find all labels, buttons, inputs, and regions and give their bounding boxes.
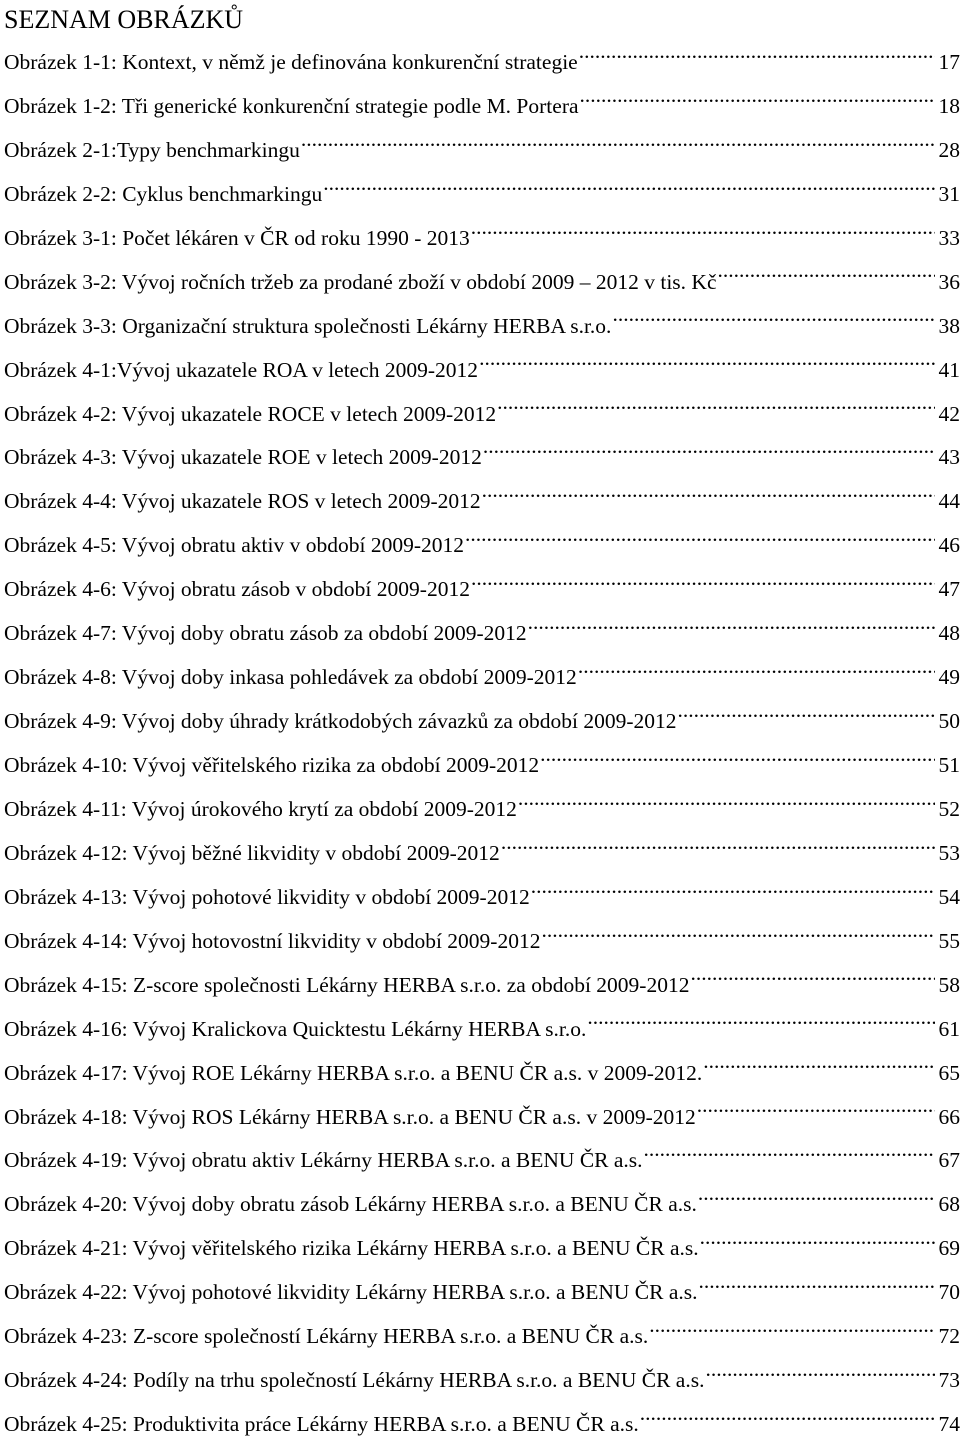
dot-leader (703, 1058, 935, 1080)
toc-entry[interactable] (4, 1052, 960, 1096)
toc-entry[interactable] (4, 349, 960, 393)
toc-entry-page-number: 17 (938, 50, 960, 74)
toc-entry-label: Obrázek 1-2: Tři generické konkurenční strategie podle M. Portera (4, 93, 579, 118)
toc-entry-page-number: 44 (938, 489, 960, 514)
toc-entry[interactable] (4, 832, 960, 876)
toc-entry-page-number: 38 (938, 313, 960, 338)
dot-leader (482, 487, 935, 509)
toc-entry[interactable] (4, 393, 960, 437)
toc-entry-page-number: 47 (938, 577, 960, 602)
toc-entry-label: Obrázek 3-2: Vývoj ročních tržeb za prodané zboží v období 2009 – 2012 v tis. Kč (4, 269, 717, 294)
toc-entry-page-number: 18 (938, 93, 960, 118)
dot-leader (697, 1102, 935, 1124)
dot-leader (699, 1278, 935, 1300)
dot-leader (678, 707, 936, 729)
toc-entry-label: Obrázek 4-6: Vývoj obratu zásob v období 2009-2012 (4, 577, 470, 602)
toc-entry-label: Obrázek 4-11: Vývoj úrokového krytí za období 2009-2012 (4, 796, 517, 821)
toc-entry-label: Obrázek 4-19: Vývoj obratu aktiv Lékárny HERBA s.r.o. a BENU ČR a.s. (4, 1148, 643, 1173)
toc-entry-label: Obrázek 4-14: Vývoj hotovostní likvidity v období 2009-2012 (4, 928, 541, 953)
toc-entry-page-number: 51 (938, 753, 960, 777)
toc-entry[interactable] (4, 173, 960, 217)
toc-entry[interactable] (4, 305, 960, 349)
toc-entry-label: Obrázek 4-23: Z-score společností Lékárny HERBA s.r.o. a BENU ČR a.s. (4, 1324, 649, 1349)
toc-entry-label: Obrázek 4-10: Vývoj věřitelského rizika za období 2009-2012 (4, 753, 540, 777)
dot-leader (483, 443, 935, 465)
toc-entry-page-number: 52 (938, 796, 960, 821)
toc-entry-page-number: 58 (938, 972, 960, 997)
toc-entry-label: Obrázek 4-21: Vývoj věřitelského rizika Lékárny HERBA s.r.o. a BENU ČR a.s. (4, 1236, 699, 1261)
toc-entry-label: Obrázek 4-1:Vývoj ukazatele ROA v letech 2009-2012 (4, 357, 479, 382)
toc-entry[interactable] (4, 876, 960, 920)
toc-entry[interactable] (4, 1227, 960, 1271)
dot-leader (471, 575, 935, 597)
toc-entry-page-number: 41 (938, 357, 960, 382)
toc-entry-page-number: 36 (938, 269, 960, 294)
toc-entry-page-number: 68 (938, 1192, 960, 1217)
toc-entry[interactable] (4, 261, 960, 305)
toc-entry-label: Obrázek 2-2: Cyklus benchmarkingu (4, 181, 323, 206)
toc-entry-label: Obrázek 4-9: Vývoj doby úhrady krátkodobých závazků za období 2009-2012 (4, 709, 677, 734)
toc-entry-label: Obrázek 4-20: Vývoj doby obratu zásob Lékárny HERBA s.r.o. a BENU ČR a.s. (4, 1192, 697, 1217)
dot-leader (497, 399, 935, 421)
dot-leader (718, 267, 936, 289)
toc-entry[interactable] (4, 612, 960, 656)
toc-entry-page-number: 73 (938, 1368, 960, 1393)
dot-leader (587, 1014, 935, 1036)
toc-entry-page-number: 48 (938, 621, 960, 646)
dot-leader (541, 926, 935, 948)
toc-entry[interactable] (4, 41, 960, 85)
toc-entry-label: Obrázek 3-1: Počet lékáren v ČR od roku 1990 - 2013 (4, 225, 470, 250)
toc-entry-page-number: 72 (938, 1324, 960, 1349)
dot-leader (531, 882, 935, 904)
toc-entry[interactable] (4, 964, 960, 1008)
toc-entry-page-number: 42 (938, 401, 960, 426)
toc-entry-label: Obrázek 4-16: Vývoj Kralickova Quicktestu Lékárny HERBA s.r.o. (4, 1016, 587, 1041)
list-of-figures (4, 41, 960, 1447)
toc-entry[interactable] (4, 568, 960, 612)
dot-leader (612, 311, 935, 333)
toc-entry-label: Obrázek 4-2: Vývoj ukazatele ROCE v letech 2009-2012 (4, 401, 497, 426)
toc-entry[interactable] (4, 436, 960, 480)
toc-entry[interactable] (4, 1315, 960, 1359)
toc-entry-label: Obrázek 4-17: Vývoj ROE Lékárny HERBA s.r.o. a BENU ČR a.s. v 2009-2012. (4, 1060, 703, 1085)
toc-entry[interactable] (4, 788, 960, 832)
toc-entry[interactable] (4, 1403, 960, 1447)
toc-entry-page-number: 70 (938, 1280, 960, 1305)
toc-entry[interactable] (4, 920, 960, 964)
toc-entry-page-number: 33 (938, 225, 960, 250)
dot-leader (471, 223, 935, 245)
toc-entry[interactable] (4, 1096, 960, 1140)
toc-entry-page-number: 74 (938, 1412, 960, 1437)
toc-entry-label: Obrázek 4-25: Produktivita práce Lékárny HERBA s.r.o. a BENU ČR a.s. (4, 1412, 639, 1437)
toc-entry-label: Obrázek 4-4: Vývoj ukazatele ROS v letech 2009-2012 (4, 489, 481, 514)
toc-entry[interactable] (4, 700, 960, 744)
toc-entry[interactable] (4, 1139, 960, 1183)
toc-entry-label: Obrázek 4-13: Vývoj pohotové likvidity v období 2009-2012 (4, 884, 530, 909)
toc-entry-page-number: 55 (938, 928, 960, 953)
dot-leader (649, 1322, 935, 1344)
dot-leader (579, 48, 935, 70)
toc-entry-page-number: 31 (938, 181, 960, 206)
toc-entry-label: Obrázek 4-8: Vývoj doby inkasa pohledávek za období 2009-2012 (4, 665, 577, 690)
toc-entry[interactable] (4, 1359, 960, 1403)
toc-entry[interactable] (4, 480, 960, 524)
toc-entry-label: Obrázek 4-15: Z-score společnosti Lékárny HERBA s.r.o. za období 2009-2012 (4, 972, 690, 997)
toc-entry-label: Obrázek 4-3: Vývoj ukazatele ROE v letech 2009-2012 (4, 445, 482, 470)
dot-leader (479, 355, 935, 377)
dot-leader (528, 619, 935, 641)
toc-entry-label: Obrázek 3-3: Organizační struktura společnosti Lékárny HERBA s.r.o. (4, 313, 612, 338)
toc-entry-label: Obrázek 4-7: Vývoj doby obratu zásob za období 2009-2012 (4, 621, 527, 646)
toc-entry[interactable] (4, 1008, 960, 1052)
toc-entry-page-number: 66 (938, 1104, 960, 1129)
toc-entry-page-number: 65 (938, 1060, 960, 1085)
toc-entry-label: Obrázek 1-1: Kontext, v němž je definována konkurenční strategie (4, 50, 578, 74)
toc-entry[interactable] (4, 217, 960, 261)
toc-entry-page-number: 61 (938, 1016, 960, 1041)
toc-entry[interactable] (4, 524, 960, 568)
dot-leader (698, 1190, 935, 1212)
toc-entry-page-number: 28 (938, 137, 960, 162)
toc-entry-page-number: 53 (938, 840, 960, 865)
dot-leader (700, 1234, 935, 1256)
toc-entry-page-number: 49 (938, 665, 960, 690)
toc-entry-page-number: 54 (938, 884, 960, 909)
toc-entry[interactable] (4, 129, 960, 173)
list-of-figures-heading: SEZNAM OBRÁZKŮ (4, 5, 244, 34)
toc-entry[interactable] (4, 744, 960, 788)
toc-entry-label: Obrázek 4-18: Vývoj ROS Lékárny HERBA s.r.o. a BENU ČR a.s. v 2009-2012 (4, 1104, 696, 1129)
dot-leader (540, 751, 935, 773)
dot-leader (323, 179, 935, 201)
dot-leader (518, 794, 935, 816)
dot-leader (301, 135, 935, 157)
document-page (4, 0, 960, 1440)
toc-entry-label: Obrázek 4-12: Vývoj běžné likvidity v období 2009-2012 (4, 840, 500, 865)
toc-entry-page-number: 69 (938, 1236, 960, 1261)
toc-entry[interactable] (4, 656, 960, 700)
toc-entry-page-number: 67 (938, 1148, 960, 1173)
toc-entry-label: Obrázek 4-22: Vývoj pohotové likvidity Lékárny HERBA s.r.o. a BENU ČR a.s. (4, 1280, 698, 1305)
toc-entry[interactable] (4, 1183, 960, 1227)
toc-entry[interactable] (4, 1271, 960, 1315)
toc-entry-label: Obrázek 4-24: Podíly na trhu společností Lékárny HERBA s.r.o. a BENU ČR a.s. (4, 1368, 705, 1393)
dot-leader (580, 91, 935, 113)
toc-entry-page-number: 50 (938, 709, 960, 734)
dot-leader (578, 663, 935, 685)
dot-leader (640, 1410, 935, 1432)
toc-entry-page-number: 43 (938, 445, 960, 470)
dot-leader (501, 838, 935, 860)
dot-leader (705, 1366, 935, 1388)
toc-entry-label: Obrázek 4-5: Vývoj obratu aktiv v období 2009-2012 (4, 533, 464, 558)
toc-entry-label: Obrázek 2-1:Typy benchmarkingu (4, 137, 300, 162)
dot-leader (465, 531, 935, 553)
toc-entry-page-number: 46 (938, 533, 960, 558)
dot-leader (644, 1146, 935, 1168)
dot-leader (690, 970, 935, 992)
toc-entry[interactable] (4, 85, 960, 129)
